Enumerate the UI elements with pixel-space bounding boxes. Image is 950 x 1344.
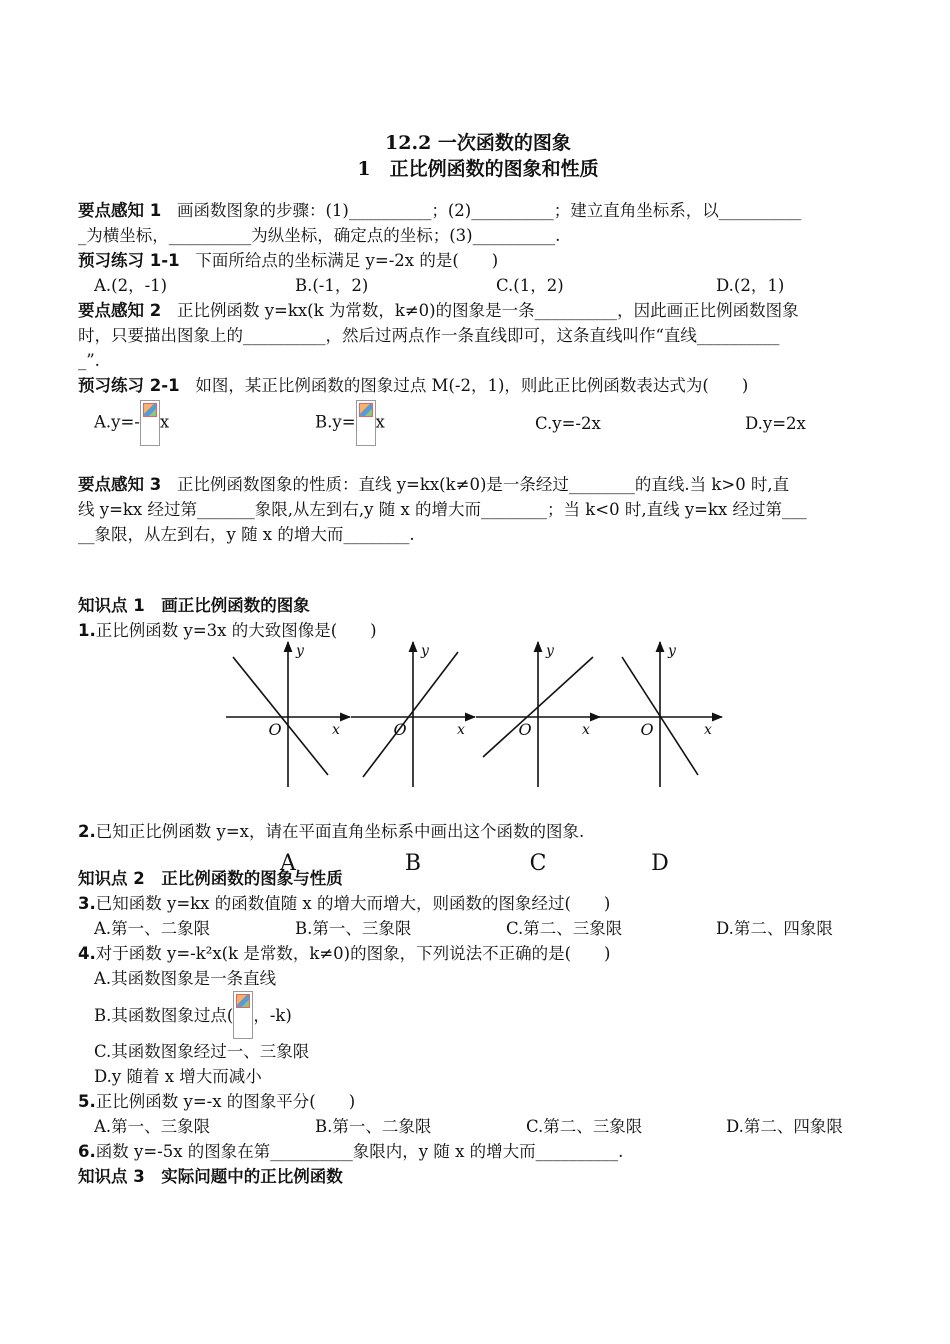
- origin-label: O: [518, 720, 532, 739]
- question-3-options: [78, 916, 878, 941]
- y-axis-label: y: [546, 643, 554, 659]
- question-4-text: 对于函数 y=-k²x(k 是常数，k≠0)的图象，下列说法不正确的是( ): [95, 944, 611, 963]
- origin-label: O: [393, 720, 407, 739]
- option-d: D.第二、四象限: [726, 1117, 843, 1136]
- question-5: [78, 1089, 878, 1114]
- section-1-heading: 知识点 1 画正比例函数的图象: [78, 596, 310, 615]
- question-5-text: 正比例函数 y=-x 的图象平分( ): [95, 1092, 356, 1111]
- y-axis-label: y: [668, 643, 676, 659]
- option-b-suffix: x: [375, 412, 385, 432]
- option-b-prefix: B.y=: [315, 412, 356, 432]
- worksheet: [78, 130, 878, 1189]
- key-point-1-line1: 画函数图象的步骤：(1)__________；(2)__________；建立直角坐标系，以__________: [176, 201, 802, 220]
- exercise-1-1-options: [78, 273, 878, 298]
- option-b: B.第一、三象限: [295, 919, 412, 938]
- x-axis-label: x: [582, 722, 590, 738]
- page-subtitle: 1 正比例函数的图象和性质: [357, 158, 599, 180]
- graph-label-c: C: [529, 851, 547, 876]
- option-a-suffix: x: [159, 412, 170, 432]
- section-3-heading: 知识点 3 实际问题中的正比例函数: [78, 1167, 343, 1186]
- option-b: B.第一、二象限: [315, 1117, 432, 1136]
- option-b: B.(-1，2): [295, 276, 369, 295]
- option-b-suffix: ，-k): [253, 1005, 292, 1025]
- option-c: C.第二、三象限: [526, 1117, 643, 1136]
- option-d: D.第二、四象限: [716, 919, 833, 938]
- question-1: [78, 618, 878, 643]
- page-title: 12.2 一次函数的图象: [385, 132, 571, 154]
- key-point-2-label: 要点感知 2: [78, 301, 162, 320]
- key-point-1-line2: _为横坐标，__________为纵坐标，确定点的坐标；(3)__________.: [78, 226, 561, 245]
- key-point-3-line1: 正比例函数图象的性质：直线 y=kx(k≠0)是一条经过________的直线.当 k>0 时,直: [176, 475, 790, 494]
- exercise-2-1-text: 如图，某正比例函数的图象过点 M(-2，1)，则此正比例函数表达式为( ): [195, 376, 749, 395]
- question-6-text: 函数 y=-5x 的图象在第__________象限内，y 随 x 的增大而__________.: [95, 1142, 624, 1161]
- key-point-3-line2: 线 y=kx 经过第_______象限,从左到右,y 随 x 的增大而________；当 k<0 时,直线 y=kx 经过第___: [78, 500, 807, 519]
- y-axis-label: y: [421, 643, 429, 659]
- question-3-text: 已知函数 y=kx 的函数值随 x 的增大而增大，则函数的图象经过( ): [95, 894, 611, 913]
- exercise-2-1: [78, 373, 878, 398]
- option-b: [315, 400, 535, 446]
- option-c: C.y=-2x: [535, 413, 601, 433]
- graph-label-d: D: [651, 851, 669, 876]
- question-2: [78, 819, 878, 844]
- question-4-option-a: A.其函数图象是一条直线: [94, 969, 277, 988]
- option-c: C.(1，2): [496, 276, 564, 295]
- exercise-2-1-options: [78, 398, 878, 448]
- question-5-number: 5.: [78, 1092, 96, 1111]
- option-a: [94, 400, 315, 446]
- question-4-number: 4.: [78, 944, 96, 963]
- key-point-2-line2: 时，只要描出图象上的__________，然后过两点作一条直线即可，这条直线叫作“直线__________: [78, 326, 780, 345]
- function-line: [363, 652, 458, 777]
- x-axis-label: x: [457, 722, 465, 738]
- key-point-1: [78, 198, 878, 248]
- option-a: A.第一、二象限: [94, 919, 211, 938]
- option-b-prefix: B.其函数图象过点(: [94, 1005, 234, 1025]
- question-3: [78, 891, 878, 916]
- exercise-2-1-label: 预习练习 2-1: [78, 376, 180, 395]
- y-axis-label: y: [296, 643, 304, 659]
- exercise-1-1-label: 预习练习 1-1: [78, 251, 180, 270]
- question-5-options: [78, 1114, 878, 1139]
- x-axis-label: x: [332, 722, 340, 738]
- option-d: D.y=2x: [745, 413, 806, 433]
- key-point-3-line3: __象限，从左到右，y 随 x 的增大而________.: [78, 525, 415, 544]
- x-axis-label: x: [704, 722, 712, 738]
- key-point-3-label: 要点感知 3: [78, 475, 162, 494]
- origin-label: O: [640, 720, 654, 739]
- question-4-option-d: D.y 随着 x 增大而减小: [94, 1067, 262, 1086]
- option-d: D.(2，1): [716, 276, 785, 295]
- key-point-2: [78, 298, 878, 373]
- option-a: A.(2，-1): [94, 276, 168, 295]
- key-point-3: [78, 472, 878, 547]
- option-c: C.第二、三象限: [506, 919, 623, 938]
- question-2-text: 已知正比例函数 y=x，请在平面直角坐标系中画出这个函数的图象.: [95, 822, 585, 841]
- broken-image-icon: [233, 991, 253, 1039]
- key-point-2-line1: 正比例函数 y=kx(k 为常数，k≠0)的图象是一条__________，因此画正比例函数图象: [176, 301, 799, 320]
- option-a: A.第一、三象限: [94, 1117, 211, 1136]
- exercise-1-1: [78, 248, 878, 273]
- question-6: [78, 1139, 878, 1164]
- question-4-option-c: C.其函数图象经过一、三象限: [94, 1042, 310, 1061]
- option-a-prefix: A.y=-: [94, 412, 140, 432]
- section-2-heading: 知识点 2 正比例函数的图象与性质: [78, 869, 343, 888]
- question-2-number: 2.: [78, 822, 96, 841]
- question-4-option-b: [78, 991, 878, 1039]
- exercise-1-1-text: 下面所给点的坐标满足 y=-2x 的是( ): [195, 251, 499, 270]
- question-1-text: 正比例函数 y=3x 的大致图像是( ): [95, 621, 377, 640]
- question-1-number: 1.: [78, 621, 96, 640]
- question-6-number: 6.: [78, 1142, 96, 1161]
- origin-label: O: [268, 720, 282, 739]
- question-3-number: 3.: [78, 894, 96, 913]
- graph-label-b: B: [404, 851, 422, 876]
- broken-image-icon: [356, 400, 376, 446]
- broken-image-icon: [140, 400, 160, 446]
- graph-label-a: A: [280, 851, 296, 876]
- question-4: [78, 941, 878, 966]
- function-line: [233, 657, 328, 775]
- key-point-2-line3: _”.: [78, 351, 100, 370]
- key-point-1-label: 要点感知 1: [78, 201, 162, 220]
